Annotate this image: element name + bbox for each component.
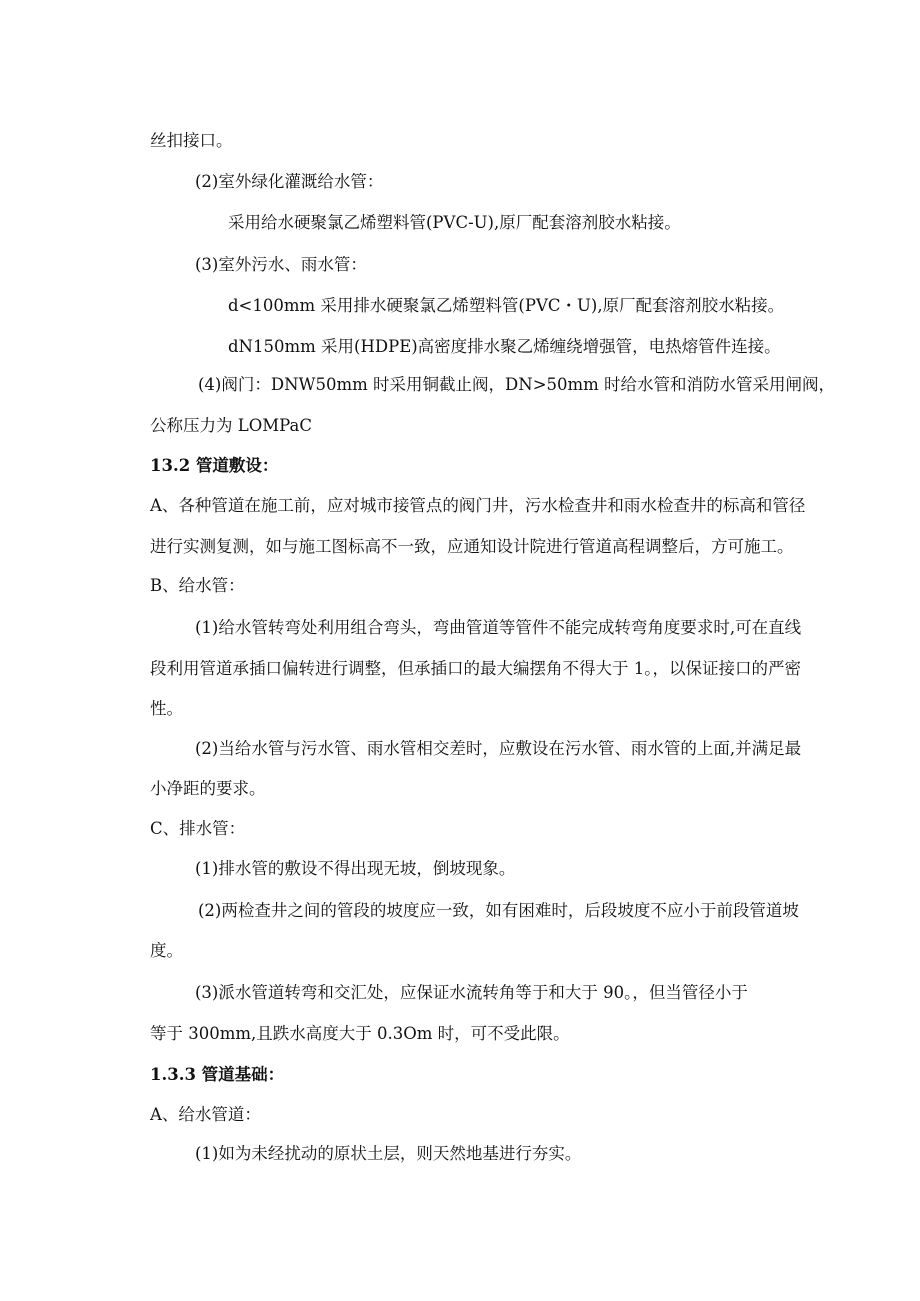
text-line: 段利用管道承插口偏转进行调整，但承插口的最大编摆角不得大于 1。，以保证接口的严密 <box>150 659 801 678</box>
list-item: (3)室外污水、雨水管： <box>195 255 367 274</box>
list-item: (1)给水管转弯处利用组合弯头，弯曲管道等管件不能完成转弯角度要求时,可在直线 <box>195 618 802 637</box>
text-line: 采用给水硬聚氯乙烯塑料管(PVC-U),原厂配套溶剂胶水粘接。 <box>228 213 681 232</box>
text-line: 公称压力为 LOMPaC <box>150 416 312 435</box>
text-line: 性。 <box>150 699 183 718</box>
text-line: 小净距的要求。 <box>150 779 266 798</box>
section-heading: 1.3.3 管道基础： <box>150 1065 285 1084</box>
list-item: (3)派水管道转弯和交汇处，应保证水流转角等于和大于 90。，但当管径小于 <box>195 983 748 1002</box>
list-item: (2)两检查井之间的管段的坡度应一致，如有困难时，后段坡度不应小于前段管道坡 <box>198 901 799 920</box>
section-heading: 13.2 管道敷设： <box>150 456 279 475</box>
list-item: (2)当给水管与污水管、雨水管相交差时，应敷设在污水管、雨水管的上面,并满足最 <box>195 739 802 758</box>
list-item: (1)如为未经扰动的原状土层，则天然地基进行夯实。 <box>195 1144 582 1163</box>
list-item: (2)室外绿化灌溉给水管： <box>195 172 384 191</box>
text-line: 度。 <box>150 941 183 960</box>
subsection-heading: B、给水管： <box>150 576 245 595</box>
text-line: d<100mm 采用排水硬聚氯乙烯塑料管(PVC・U),原厂配套溶剂胶水粘接。 <box>228 296 785 315</box>
text-line: dN150mm 采用(HDPE)高密度排水聚乙烯缠绕增强管，电热熔管件连接。 <box>228 337 781 356</box>
subsection-heading: C、排水管： <box>150 819 246 838</box>
text-line: 等于 300mm,且跌水高度大于 0.3Om 时，可不受此限。 <box>150 1024 570 1043</box>
text-line: A、各种管道在施工前，应对城市接管点的阀门井，污水检查井和雨水检查井的标高和管径 <box>150 496 806 515</box>
text-line: 丝扣接口。 <box>150 131 233 150</box>
text-line: 进行实测复测，如与施工图标高不一致，应通知设计院进行管道高程调整后，方可施工。 <box>150 537 794 556</box>
subsection-heading: A、给水管道： <box>150 1105 261 1124</box>
list-item: (1)排水管的敷设不得出现无坡，倒坡现象。 <box>195 859 516 878</box>
list-item: (4)阀门：DNW50mm 时采用铜截止阀，DN>50mm 时给水管和消防水管采用闸阀， <box>198 375 836 394</box>
